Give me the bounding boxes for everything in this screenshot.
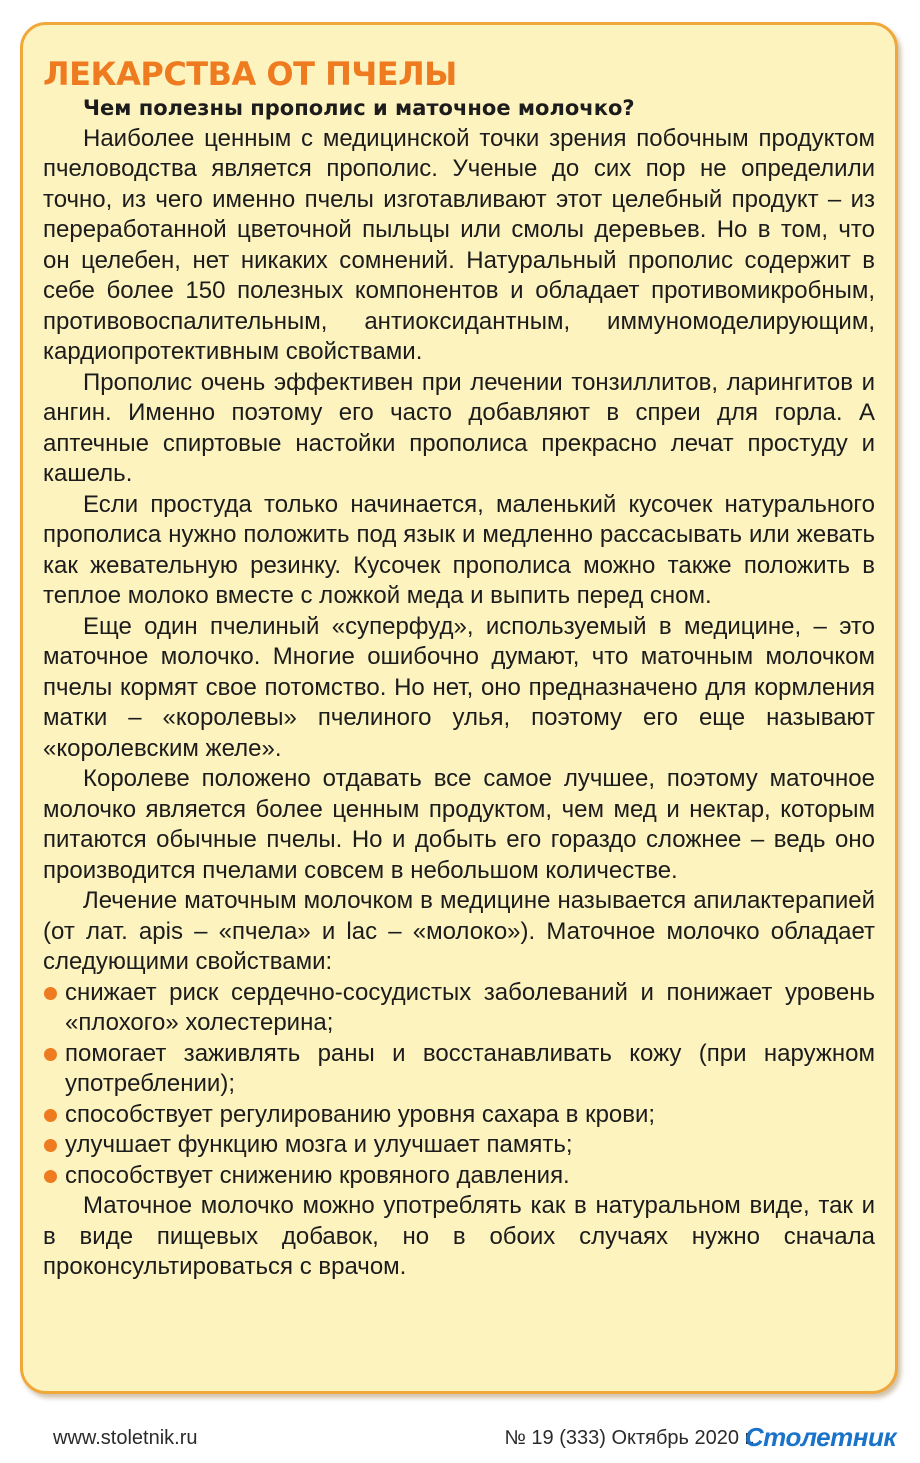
website-link[interactable]: www.stoletnik.ru [53,1427,198,1449]
page-footer [0,1420,920,1460]
article-closing: Маточное молочко можно употреблять как в натуральном виде, так и в виде пищевых добавок, но в обоих случаях нужно сначала проконсультироваться с врачом. [43,1192,875,1280]
bullet-dot-icon [44,1170,57,1183]
list-item-text: способствует снижению кровяного давления. [65,1161,570,1189]
article-card [20,22,898,1394]
issue-info: № 19 (333) Октябрь 2020 г. [504,1427,755,1449]
list-item [43,1130,875,1161]
article-paragraph: Если простуда только начинается, маленький кусочек натурального прополиса нужно положить под язык и медленно рассасывать или жевать как жевательную резинку. Кусочек прополиса можно также положить в теплое молоко вместе с ложкой меда и выпить перед сном. [43,490,875,609]
article-paragraph: Прополис очень эффективен при лечении тонзиллитов, ларингитов и ангин. Именно поэтому его часто добавляют в спреи для горла. А аптечные спиртовые настойки прополиса прекрасно лечат простуду и кашель. [43,368,875,487]
bullet-dot-icon [44,1139,57,1152]
list-item [43,1039,875,1100]
bullet-dot-icon [44,987,57,1000]
article-paragraph: Еще один пчелиный «суперфуд», используемый в медицине, – это маточное молочко. Многие ошибочно думают, что маточным молочком пчелы кормят свое потомство. Но нет, оно предназначено для кормления матки – «королевы» пчелиного улья, поэтому его еще называют «королевским желе». [43,612,875,762]
properties-list [43,978,875,1192]
article-title: ЛЕКАРСТВА ОТ ПЧЕЛЫ [43,55,457,93]
article-paragraph: Наиболее ценным с медицинской точки зрения побочным продуктом пчеловодства является прополис. Ученые до сих пор не определили точно, из чего именно пчелы изготавливают этот целебный продукт – из переработанной цветочной пыльцы или смолы деревьев. Но в том, что он целебен, нет никаких сомнений. Натуральный прополис содержит в себе более 150 полезных компонентов и обладает противомикробным, противовоспалительным, антиоксидантным, иммуномоделирующим, кардиопротективным свойствами. [43,124,875,365]
article-paragraph: Королеве положено отдавать все самое лучшее, поэтому маточное молочко является более ценным продуктом, чем мед и нектар, которым питаются обычные пчелы. Но и добыть его гораздо сложнее – ведь оно производится пчелами совсем в небольшом количестве. [43,765,875,884]
list-item-text: улучшает функцию мозга и улучшает память; [65,1131,573,1158]
brand-logo: Столетник [744,1422,896,1452]
list-item [43,1161,875,1192]
list-item [43,978,875,1039]
bullet-dot-icon [44,1109,57,1122]
list-item-text: помогает заживлять раны и восстанавливать кожу (при наружном употреблении); [65,1039,875,1097]
bullet-dot-icon [44,1048,57,1061]
list-item-text: способствует регулированию уровня сахара в крови; [65,1100,656,1128]
article-paragraph: Лечение маточным молочком в медицине называется апилактерапией (от лат. apis – «пчела» и lac – «молоко»). Маточное молочко обладает следующими свойствами: [43,887,875,975]
list-item [43,1100,875,1131]
list-item-text: снижает риск сердечно-сосудистых заболеваний и понижает уровень «плохого» холестерина; [65,978,875,1036]
article-subtitle: Чем полезны прополис и маточное молочко? [83,96,635,120]
